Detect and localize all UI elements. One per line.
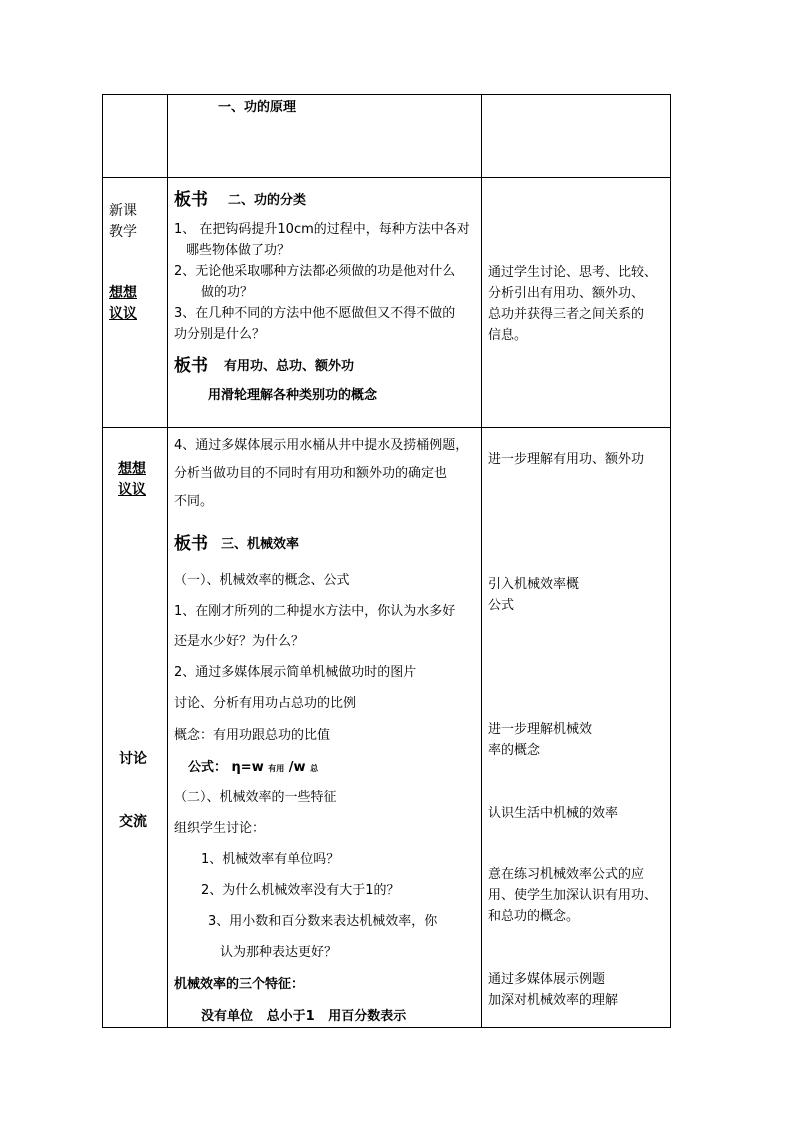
formula: [188, 760, 318, 777]
formula-label: 公式：: [188, 760, 228, 775]
formula-mid: /w: [288, 760, 306, 775]
s3-note2-line1: 引入机械效率概: [488, 577, 580, 592]
label-taolun: 讨论: [119, 751, 147, 767]
column-divider-1: [167, 95, 168, 1027]
s2-q3-line2: 功分别是什么？: [174, 327, 266, 342]
formula-sub-total: 总: [310, 764, 319, 773]
label-jiaoliu: 交流: [119, 814, 147, 830]
s2-q2-line1: 2、无论他采取哪种方法都必须做的功是他对什么: [174, 264, 456, 279]
s2-q3-line1: 3、在几种不同的方法中他不愿做但又不得不做的: [174, 306, 456, 321]
s3-note2-line2: 公式: [488, 598, 515, 613]
s3-sub1: （一）、机械效率的概念、公式: [174, 573, 350, 588]
s3-note5-line3: 和总功的概念。: [488, 909, 580, 924]
section3-heading: 三、机械效率: [221, 537, 300, 552]
section2-heading: 二、功的分类: [228, 193, 307, 208]
board-label-3: 板书: [174, 534, 208, 554]
s3-features: 没有单位 总小于1 用百分数表示: [201, 1009, 407, 1024]
label-xinke: 新课: [109, 203, 137, 219]
s3-note4: 认识生活中机械的效率: [488, 806, 619, 821]
s2-note-line2: 分析引出有用功、额外功、: [488, 286, 645, 301]
s3-concept: 概念：有用功跟总功的比值: [174, 728, 331, 743]
s2-q2-line2: 做的功？: [201, 285, 254, 300]
s3-note5-line1: 意在练习机械效率公式的应: [488, 867, 645, 882]
s3-note5-line2: 用、使学生加深认识有用功、: [488, 888, 658, 903]
column-divider-2: [481, 95, 482, 1027]
row-divider-1: [103, 177, 670, 178]
label-jiaoxue: 教学: [109, 224, 137, 240]
section1-heading: 一、功的原理: [218, 100, 297, 115]
s3-organize: 组织学生讨论：: [174, 821, 266, 836]
board-label-1: 板书: [174, 190, 208, 210]
s3-p4-line2: 分析当做功目的不同时有用功和额外功的确定也: [174, 466, 448, 481]
formula-main: η=w: [231, 760, 264, 775]
s3-sub2: （二）、机械效率的一些特征: [174, 790, 337, 805]
s3-d3-line2: 认为那种表达更好？: [220, 945, 338, 960]
label-xiangxiang-2: 想想: [118, 461, 146, 477]
s2-q1-line2: 哪些物体做了功？: [186, 243, 291, 258]
s3-d3-line1: 3、用小数和百分数来表达机械效率，你: [208, 914, 438, 929]
section2-subline: 用滑轮理解各种类别功的概念: [208, 388, 378, 403]
s2-note-line3: 总功并获得三者之间关系的: [488, 307, 645, 322]
s2-q1-line1: 1、 在把钩码提升10cm的过程中，每种方法中各对: [174, 222, 470, 237]
s3-d1: 1、机械效率有单位吗？: [201, 852, 340, 867]
s2-note-line1: 通过学生讨论、思考、比较、: [488, 265, 658, 280]
s3-p4-line3: 不同。: [174, 494, 214, 509]
label-yiyi-2: 议议: [118, 482, 146, 498]
s3-features-title: 机械效率的三个特征：: [174, 977, 305, 992]
s3-note6-line1: 通过多媒体展示例题: [488, 972, 606, 987]
row-divider-2: [103, 427, 670, 428]
s3-note3-line2: 率的概念: [488, 743, 541, 758]
s3-d2: 2、为什么机械效率没有大于1的？: [201, 883, 400, 898]
s2-note-line4: 信息。: [488, 328, 528, 343]
board-label-2: 板书: [174, 356, 208, 376]
section2-heading2: 有用功、总功、额外功: [224, 359, 355, 374]
s3-q2-line1: 2、通过多媒体展示简单机械做功时的图片: [174, 665, 417, 680]
s3-q1-line2: 还是水少好？为什么？: [174, 634, 305, 649]
s3-note6-line2: 加深对机械效率的理解: [488, 993, 619, 1008]
formula-sub-useful: 有用: [268, 764, 285, 773]
s3-note1: 进一步理解有用功、额外功: [488, 452, 645, 467]
s3-q1-line1: 1、在刚才所列的二种提水方法中，你认为水多好: [174, 604, 456, 619]
s3-q2-line2: 讨论、分析有用功占总功的比例: [174, 696, 357, 711]
s3-p4-line1: 4、通过多媒体展示用水桶从井中提水及捞桶例题，: [174, 438, 469, 453]
label-xiangxiang-1: 想想: [109, 285, 137, 301]
label-yiyi-1: 议议: [109, 306, 137, 322]
s3-note3-line1: 进一步理解机械效: [488, 722, 593, 737]
